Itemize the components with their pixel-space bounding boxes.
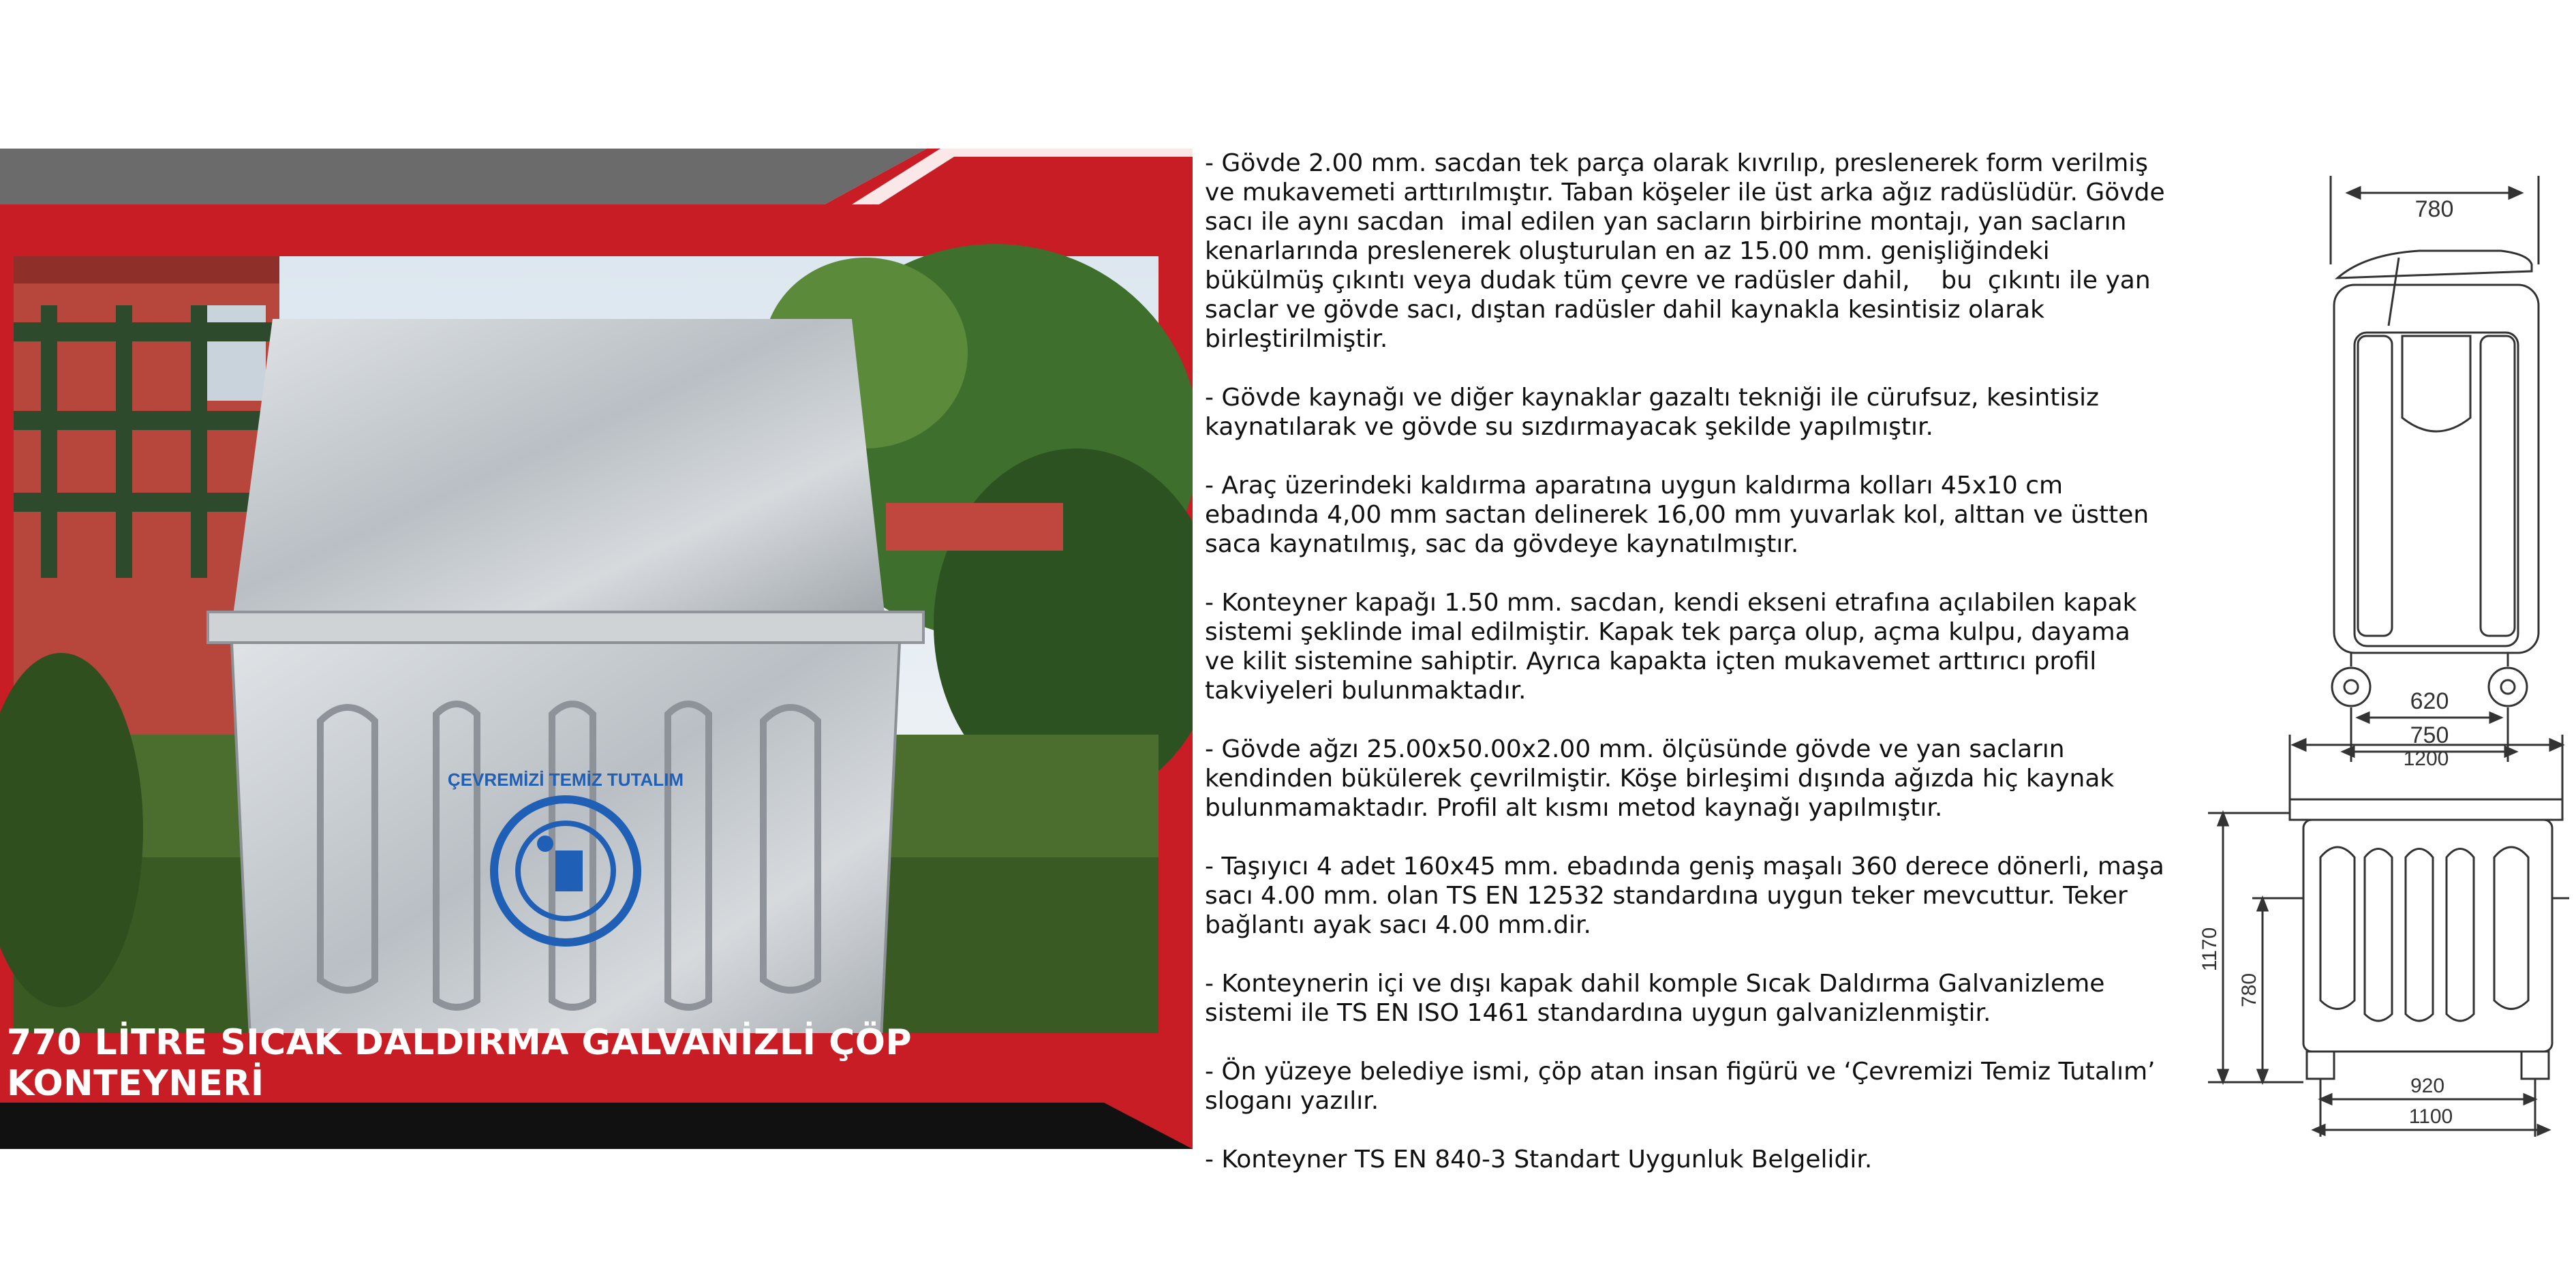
technical-drawings: [2167, 149, 2576, 1150]
recycle-logo-icon: [494, 799, 637, 942]
dim-side-top: 780: [2414, 196, 2454, 222]
title-bar-black: [0, 1103, 1193, 1149]
product-photo: [0, 244, 1193, 1123]
side-view-drawing: [2331, 176, 2539, 762]
spec-item: - Konteyner TS EN 840-3 Standart Uygunluk Belgelidir.: [1205, 1146, 1873, 1174]
dim-front-base: 1100: [2408, 1105, 2453, 1128]
banner-grey-strip: [0, 149, 927, 204]
product-banner: [0, 149, 1193, 1149]
spec-item: - Gövde 2.00 mm. sacdan tek parça olarak kıvrılıp, preslenerek form verilmiş ve mukavemeti arttırılmıştır. Taban köşeler ile üst arka ağız radüslüdür. Gövde sacı ile aynı sacdan imal edilen yan sacların birbirine montajı, yan sacların kenarlarında preslenerek oluşturulan en az 15.00 mm. genişliğindeki bükülmüş çıkıntı veya dudak tüm çevre ve radüsler dahil, bu çıkıntı ile yan saclar ve gövde sacı, dıştan radüsler dahil kaynakla kesintisiz olarak birleştirilmiştir.: [1205, 149, 2173, 353]
specification-list: [1205, 149, 2173, 1174]
spec-item: - Konteyner kapağı 1.50 mm. sacdan, kendi ekseni etrafına açılabilen kapak sistemi şeklinde imal edilmiştir. Kapak tek parça olup, açma kulpu, dayama ve kilit sistemine sahiptir. Ayrıca kapakta içten mukavemet arttırıcı profil takviyeleri bulunmaktadır.: [1205, 589, 2145, 705]
spec-item: - Gövde ağzı 25.00x50.00x2.00 mm. ölçüsünde gövde ve yan sacların kendinden bükülerek çevrilmiştir. Köşe birleşimi dışında ağızda hiç kaynak bulunmamaktadır. Profil alt kısmı metod kaynağı yapılmıştır.: [1205, 735, 2122, 822]
dim-front-height: 1170: [2198, 927, 2221, 972]
dim-side-bottom: 750: [2410, 722, 2449, 748]
dim-front-body-height: 780: [2238, 972, 2260, 1008]
spec-item: - Araç üzerindeki kaldırma aparatına uygun kaldırma kolları 45x10 cm ebadında 4,00 mm sactan delinerek 16,00 mm yuvarlak kol, alttan ve üstten saca kaynatılmış, sac da gövdeye kaynatılmıştır.: [1205, 472, 2157, 558]
drawing-graphic: [2167, 149, 2576, 1150]
product-title: 770 LİTRE SICAK DALDIRMA GALVANİZLİ ÇÖP KONTEYNERİ: [7, 1022, 913, 1104]
spec-item: - Konteynerin içi ve dışı kapak dahil komple Sıcak Daldırma Galvanizleme sistemi ile TS EN ISO 1461 standardına uygun galvanizlenmiştir.: [1205, 970, 2113, 1027]
dim-side-wheelbase: 620: [2410, 688, 2449, 714]
front-view-drawing: [2208, 735, 2569, 1137]
dim-front-width: 1200: [2403, 748, 2449, 770]
banner-graphic: [0, 149, 1193, 1149]
spec-item: - Taşıyıcı 4 adet 160x45 mm. ebadında geniş maşalı 360 derece dönerli, maşa sacı 4.00 mm. olan TS EN 12532 standardına uygun teker mevcuttur. Teker bağlantı ayak sacı 4.00 mm.dir.: [1205, 853, 2173, 939]
logo-slogan: ÇEVREMİZİ TEMİZ TUTALIM: [447, 769, 684, 790]
spec-item: - Gövde kaynağı ve diğer kaynaklar gazaltı tekniği ile cürufsuz, kesintisiz kaynatılarak ve gövde su sızdırmayacak şekilde yapılmıştır.: [1205, 384, 2107, 441]
spec-item: - Ön yüzeye belediye ismi, çöp atan insan figürü ve ‘Çevremizi Temiz Tutalım’ sloganı yazılır.: [1205, 1058, 2164, 1115]
dim-front-wheelbase: 920: [2410, 1075, 2445, 1097]
